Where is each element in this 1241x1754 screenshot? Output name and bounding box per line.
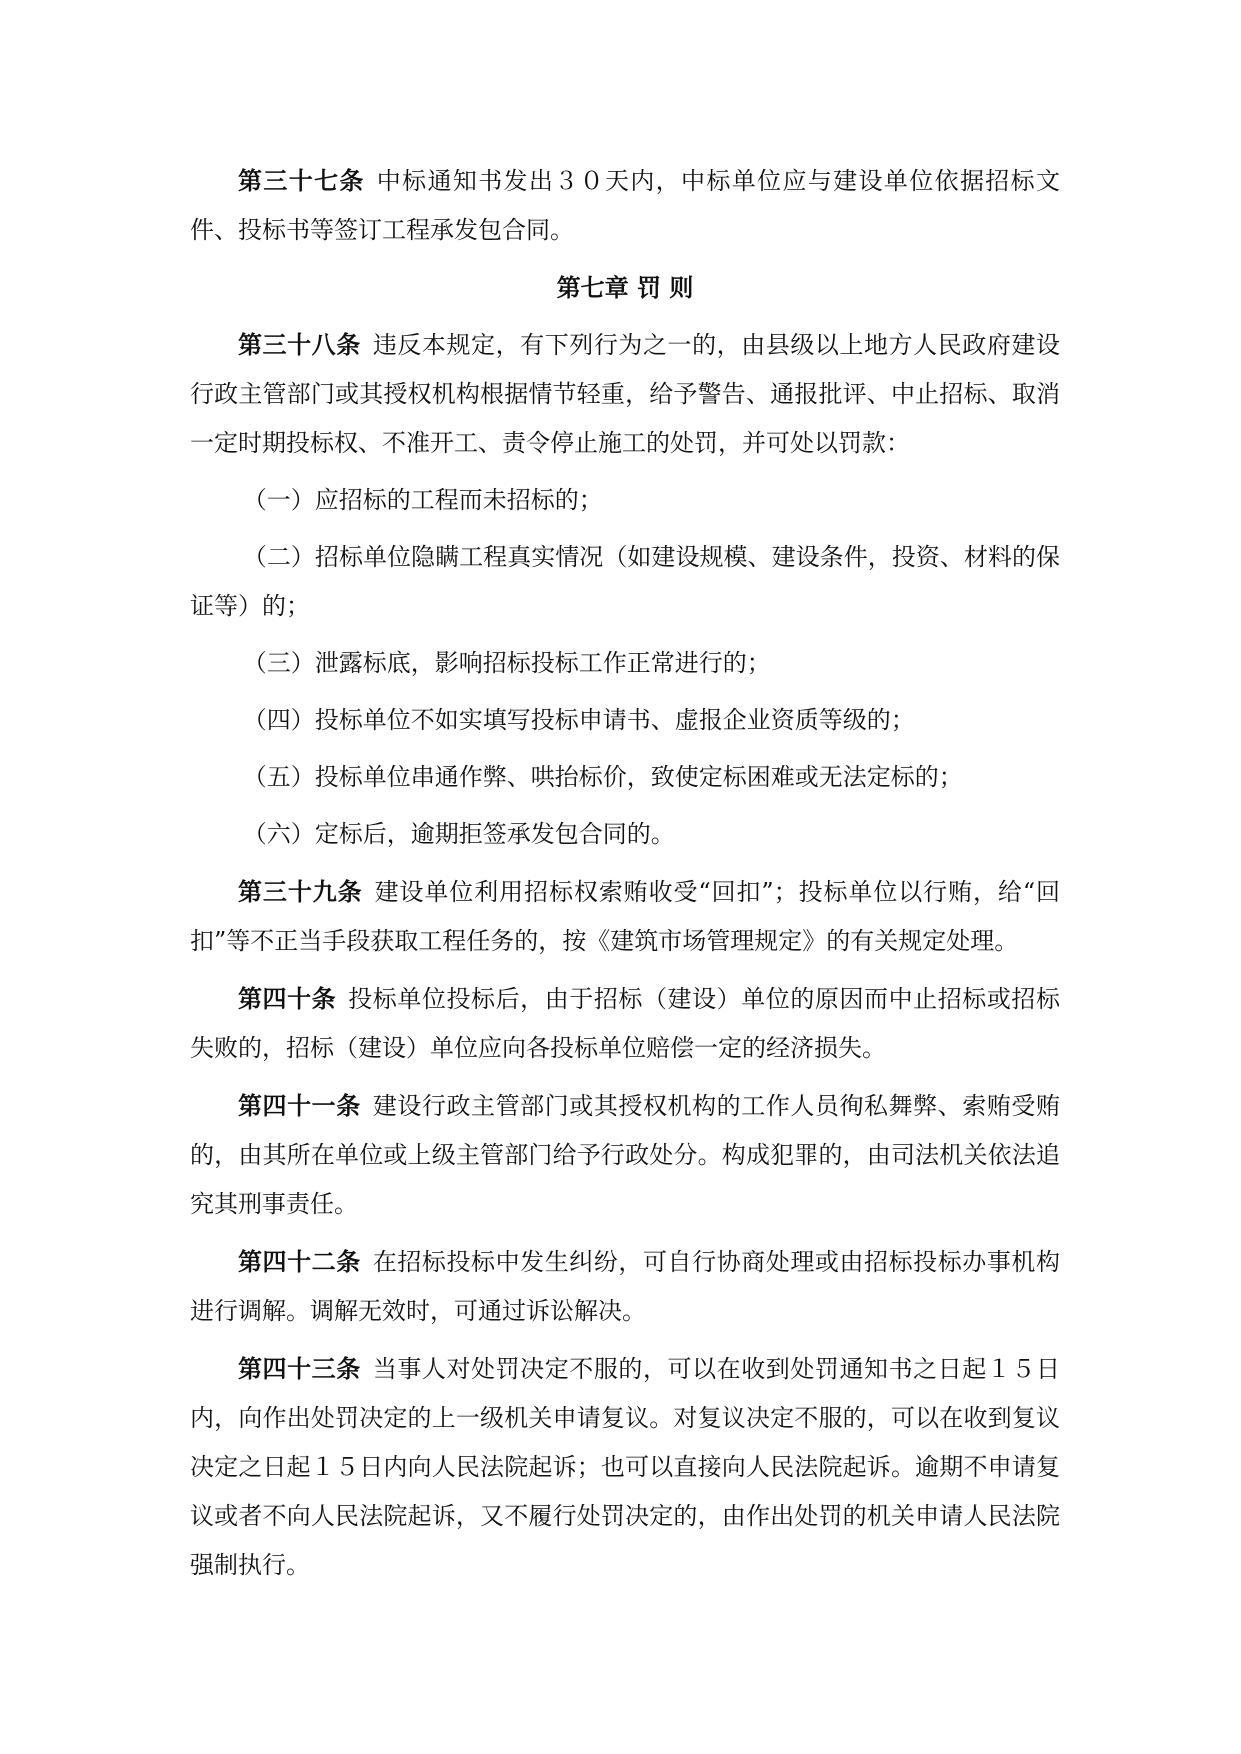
chapter-7-heading: 第七章 罚 则 (556, 273, 694, 302)
article-41-text: 建设行政主管部门或其授权机构的工作人员徇私舞弊、索贿受贿的，由其所在单位或上级主管部门给予行政处分。构成犯罪的，由司法机关依法追究其刑事责任。 (190, 1092, 1060, 1218)
article-38-item-2: （二）招标单位隐瞒工程真实情况（如建设规模、建设条件，投资、材料的保证等）的； (190, 543, 1060, 620)
article-37-title: 第三十七条 (238, 166, 365, 195)
article-38-item-5: （五）投标单位串通作弊、哄抬标价，致使定标困难或无法定标的； (242, 763, 963, 791)
article-39-title: 第三十九条 (238, 877, 363, 906)
article-38 (190, 320, 1060, 468)
article-38-title: 第三十八条 (238, 330, 361, 359)
article-42-text: 在招标投标中发生纠纷，可自行协商处理或由招标投标办事机构进行调解。调解无效时，可通过诉讼解决。 (190, 1248, 1060, 1325)
article-37 (190, 156, 1060, 255)
article-37-text: 中标通知书发出３０天内，中标单位应与建设单位依据招标文件、投标书等签订工程承发包合同。 (190, 167, 1061, 244)
article-38-item-4: （四）投标单位不如实填写投标申请书、虚报企业资质等级的； (242, 706, 915, 734)
article-39-text: 建设单位利用招标权索贿收受“回扣”；投标单位以行贿，给“回扣”等不正当手段获取工程任务的，按《建筑市场管理规定》的有关规定处理。 (190, 878, 1060, 955)
article-43-title: 第四十三条 (238, 1354, 361, 1383)
article-42 (190, 1237, 1060, 1336)
article-43-text: 当事人对处罚决定不服的，可以在收到处罚通知书之日起１５日内，向作出处罚决定的上一级机关申请复议。对复议决定不服的，可以在收到复议决定之日起１５日内向人民法院起诉；也可以直接向人民法院起诉。逾期不申请复议或者不向人民法院起诉，又不履行处罚决定的，由作出处罚的机关申请人民法院强制执行。 (190, 1355, 1060, 1579)
article-40 (190, 974, 1060, 1073)
article-40-text: 投标单位投标后，由于招标（建设）单位的原因而中止招标或招标失败的，招标（建设）单位应向各投标单位赔偿一定的经济损失。 (190, 985, 1060, 1062)
article-38-item-3: （三）泄露标底，影响招标投标工作正常进行的； (242, 649, 771, 677)
article-43 (190, 1344, 1060, 1590)
article-40-title: 第四十条 (238, 984, 337, 1013)
article-41-title: 第四十一条 (238, 1091, 361, 1120)
article-41 (190, 1081, 1060, 1229)
article-38-text: 违反本规定，有下列行为之一的，由县级以上地方人民政府建设行政主管部门或其授权机构根据情节轻重，给予警告、通报批评、中止招标、取消一定时期投标权、不准开工、责令停止施工的处罚，并可处以罚款： (190, 331, 1060, 457)
article-38-item-6: （六）定标后，逾期拒签承发包合同的。 (242, 820, 675, 848)
article-42-title: 第四十二条 (238, 1247, 361, 1276)
article-39 (190, 867, 1060, 966)
article-38-item-1: （一）应招标的工程而未招标的； (242, 486, 603, 514)
document-page (190, 156, 1060, 1598)
